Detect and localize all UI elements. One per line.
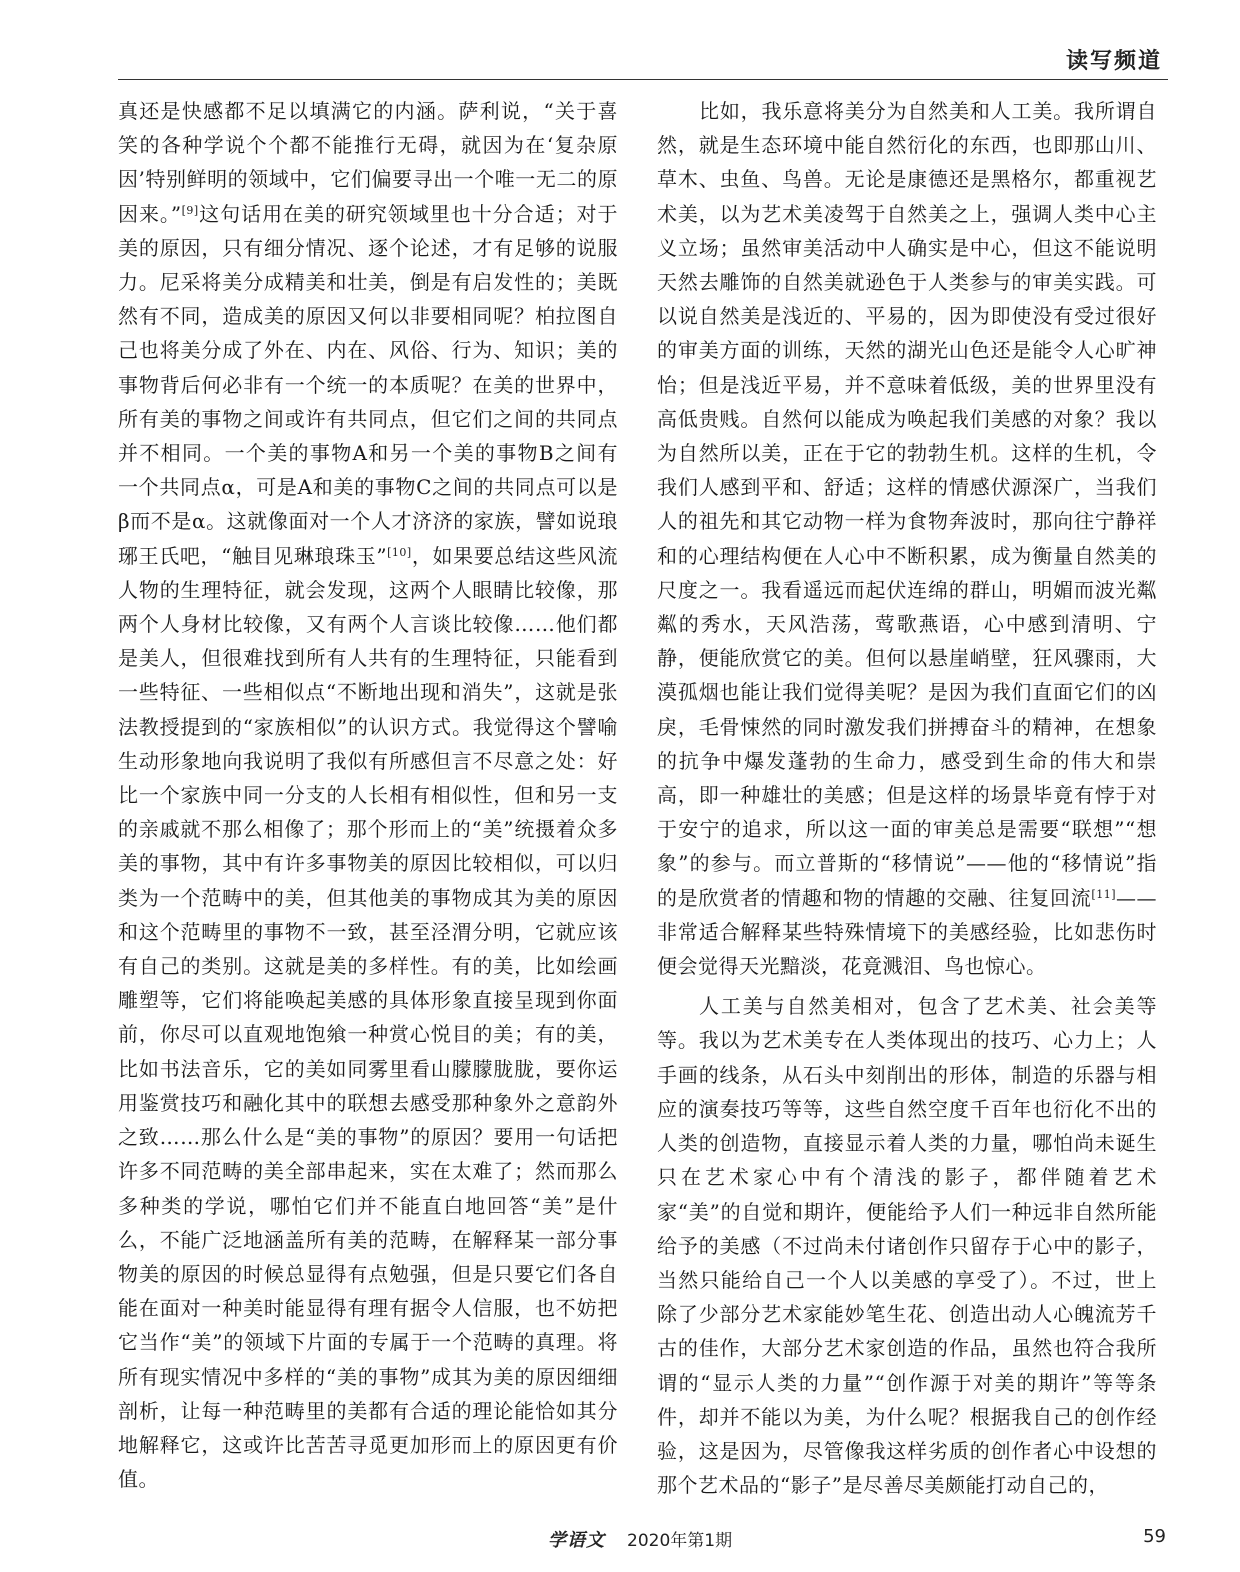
- text-span: 这句话用在美的研究领域里也十分合适；对于美的原因，只有细分情况、逐个论述，才有足够的说服力。尼采将美分成精美和壮美，倒是有启发性的；美既然有不同，造成美的原因又何以非要相同呢？柏拉图自己也将美分成了外在、内在、风俗、行为、知识；美的事物背后何必非有一个统一的本质呢？在美的世界中，所有美的事物之间或许有共同点，但它们之间的共同点并不相同。一个美的事物A和另一个美的事物B之间有一个共同点α，可是A和美的事物C之间的共同点可以是β而不是α。这就像面对一个人才济济的家族，譬如说琅琊王氏吧，“触目见琳琅珠玉”: [118, 201, 618, 568]
- page-footer: [0, 1526, 1240, 1554]
- paragraph: 人工美与自然美相对，包含了艺术美、社会美等等。我以为艺术美专在人类体现出的技巧、心力上；人手画的线条，从石头中刻削出的形体，制造的乐器与相应的演奏技巧等等，这些自然空度千百年也衍化不出的人类的创造物，直接显示着人类的力量，哪怕尚未诞生只在艺术家心中有个清浅的影子，都伴随着艺术家“美”的自觉和期许，便能给予人们一种远非自然所能给予的美感（不过尚未付诸创作只留存于心中的影子，当然只能给自己一个人以美感的享受了）。不过，世上除了少部分艺术家能妙笔生花、创造出动人心魄流芳千古的佳作，大部分艺术家创造的作品，虽然也符合我所谓的“显示人类的力量”“创作源于对美的期许”等等条件，却并不能以为美，为什么呢？根据我自己的创作经验，这是因为，尽管像我这样劣质的创作者心中设想的那个艺术品的“影子”是尽善尽美颇能打动自己的，: [657, 994, 1157, 1498]
- text-span: 比如，我乐意将美分为自然美和人工美。我所谓自然，就是生态环境中能自然衍化的东西，也即那山川、草木、虫鱼、鸟兽。无论是康德还是黑格尔，都重视艺术美，以为艺术美凌驾于自然美之上，强调人类中心主义立场；虽然审美活动中人确实是中心，但这不能说明天然去雕饰的自然美就逊色于人类参与的审美实践。可以说自然美是浅近的、平易的，因为即使没有受过很好的审美方面的训练，天然的湖光山色还是能令人心旷神怡；但是浅近平易，并不意味着低级，美的世界里没有高低贵贱。自然何以能成为唤起我们美感的对象？我以为自然所以美，正在于它的勃勃生机。这样的生机，令我们人感到平和、舒适；这样的情感伏源深广，当我们人的祖先和其它动物一样为食物奔波时，那向往宁静祥和的心理结构便在人心中不断积累，成为衡量自然美的尺度之一。我看遥远而起伏连绵的群山，明媚而波光粼粼的秀水，天风浩荡，莺歌燕语，心中感到清明、宁静，便能欣赏它的美。但何以悬崖峭壁，狂风骤雨，大漠孤烟也能让我们觉得美呢？是因为我们直面它们的凶戾，毛骨悚然的同时激发我们拼搏奋斗的精神，在想象的抗争中爆发蓬勃的生命力，感受到生命的伟大和崇高，即一种雄壮的美感；但是这样的场景毕竟有悖于对于安宁的追求，所以这一面的审美总是需要“联想”“想象”的参与。而立普斯的“移情说”——他的“移情说”指的是欣赏者的情趣和物的情趣的交融、往复回流: [657, 99, 1157, 910]
- text-span: ——非常适合解释某些特殊情境下的美感经验，比如悲伤时便会觉得天光黯淡，花竟溅泪、鸟也惊心。: [657, 885, 1157, 979]
- issue-label: 2020年第1期: [627, 1531, 733, 1551]
- right-column: [657, 94, 1157, 1498]
- section-title: 读写频道: [1065, 49, 1162, 74]
- paragraph: [118, 94, 618, 1496]
- left-column: [118, 94, 619, 1492]
- footer-publication: [548, 1526, 732, 1552]
- journal-name: 学语文: [548, 1530, 605, 1551]
- page-number: 59: [1143, 1526, 1166, 1547]
- text-span: 真还是快感都不足以填满它的内涵。萨利说，“关于喜笑的各种学说个个都不能推行无碍，就因为在‘复杂原因’特别鲜明的领域中，它们偏要寻出一个唯一无二的原因来。”: [118, 99, 618, 226]
- header-divider: [118, 79, 1168, 80]
- footnote-ref-9: [9]: [181, 203, 199, 217]
- paragraph: [657, 94, 1157, 983]
- footnote-ref-11: [11]: [1091, 887, 1116, 901]
- footnote-ref-10: [10]: [387, 545, 412, 559]
- text-span: ，如果要总结这些风流人物的生理特征，就会发现，这两个人眼睛比较像，那两个人身材比较像，又有两个人言谈比较像……他们都是美人，但很难找到所有人共有的生理特征，只能看到一些特征、一些相似点“不断地出现和消失”，这就是张法教授提到的“家族相似”的认识方式。我觉得这个譬喻生动形象地向我说明了我似有所感但言不尽意之处：好比一个家族中同一分支的人长相有相似性，但和另一支的亲戚就不那么相像了；那个形而上的“美”统摄着众多美的事物，其中有许多事物美的原因比较相似，可以归类为一个范畴中的美，但其他美的事物成其为美的原因和这个范畴里的事物不一致，甚至泾渭分明，它就应该有自己的类别。这就是美的多样性。有的美，比如绘画雕塑等，它们将能唤起美感的具体形象直接呈现到你面前，你尽可以直观地饱飨一种赏心悦目的美；有的美，比如书法音乐，它的美如同雾里看山朦朦胧胧，要你运用鉴赏技巧和融化其中的联想去感受那种象外之意韵外之致……那么什么是“美的事物”的原因？要用一句话把许多不同范畴的美全部串起来，实在太难了；然而那么多种类的学说，哪怕它们并不能直白地回答“美”是什么，不能广泛地涵盖所有美的范畴，在解释某一部分事物美的原因的时候总显得有点勉强，但是只要它们各自能在面对一种美时能显得有理有据令人信服，也不妨把它当作“美”的领域下片面的专属于一个范畴的真理。将所有现实情况中多样的“美的事物”成其为美的原因细细剖析，让每一种范畴里的美都有合适的理论能恰如其分地解释它，这或许比苦苦寻觅更加形而上的原因更有价值。: [118, 543, 619, 1492]
